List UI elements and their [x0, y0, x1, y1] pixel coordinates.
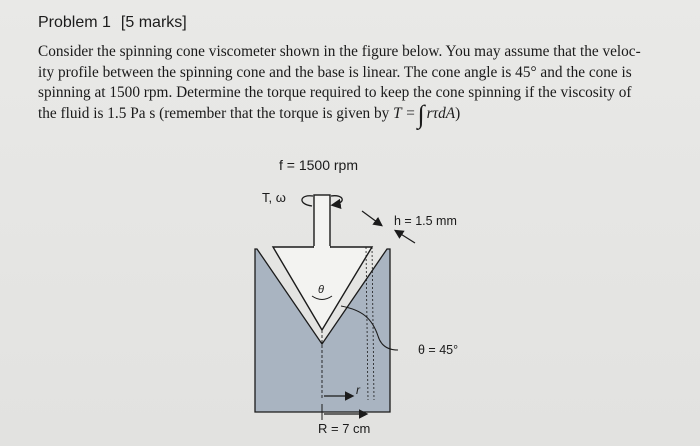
cone-angle-label: θ = 45°: [418, 343, 459, 357]
formula-rhs: rτdA: [426, 104, 456, 122]
gap-arrow-upper: [362, 211, 381, 225]
problem-marks: [5 marks]: [120, 14, 187, 31]
gap-arrow-lower: [396, 231, 415, 243]
angle-symbol: θ: [318, 284, 324, 296]
cone-shaft: [314, 195, 330, 247]
statement-line-4-end: ): [455, 104, 461, 122]
radius-variable-label: r: [356, 383, 360, 397]
torque-omega-label: T, ω: [262, 190, 286, 205]
statement-line-2: ity profile between the spinning cone and the base is linear. The cone angle is 45° and the cone is: [38, 63, 632, 81]
statement-line-4-text: the fluid is 1.5 Pa s (remember that the torque is given by: [38, 104, 394, 122]
gap-height-label: h = 1.5 mm: [394, 214, 457, 228]
formula-lhs: T =: [393, 104, 416, 122]
frequency-label: f = 1500 rpm: [279, 157, 358, 173]
integral-sign: ∫: [417, 99, 425, 129]
rotation-arrow-icon: [302, 196, 313, 206]
statement-line-3: spinning at 1500 rpm. Determine the torque required to keep the cone spinning if the viscosity of: [38, 84, 632, 101]
statement-line-1: Consider the spinning cone viscometer shown in the figure below. You may assume that the veloc-: [38, 43, 641, 60]
problem-label: Problem 1: [38, 14, 111, 31]
outer-radius-label: R = 7 cm: [318, 421, 371, 436]
